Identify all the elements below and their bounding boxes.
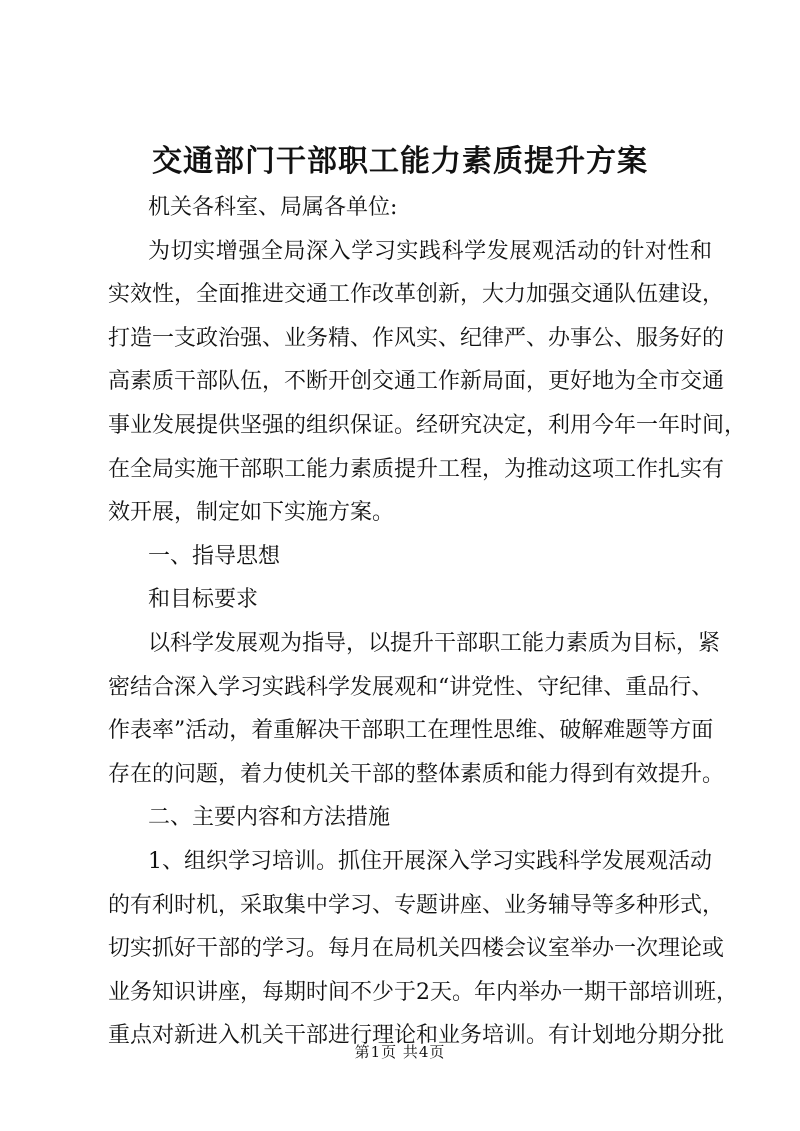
- paragraph-line: 高素质干部队伍，不断开创交通工作新局面，更好地为全市交通: [108, 369, 725, 395]
- paragraph-line: 存在的问题，着力使机关干部的整体素质和能力得到有效提升。: [108, 761, 725, 787]
- paragraph-line: 以科学发展观为指导，以提升干部职工能力素质为目标，紧: [148, 630, 721, 656]
- paragraph-line: 作表率”活动，着重解决干部职工在理性思维、破解难题等方面: [108, 718, 714, 744]
- section-heading: 和目标要求: [148, 587, 259, 613]
- paragraph-line: 的有利时机，采取集中学习、专题讲座、业务辅导等多种形式，: [108, 892, 725, 918]
- document-body: [108, 186, 747, 1058]
- paragraph-line: 密结合深入学习实践科学发展观和“讲党性、守纪律、重品行、: [108, 674, 714, 700]
- page-number-footer: 第1页 共4页: [354, 1043, 446, 1061]
- paragraph-line: 打造一支政治强、业务精、作风实、纪律严、办事公、服务好的: [108, 325, 725, 351]
- paragraph-line: 1、组织学习培训。抓住开展深入学习实践科学发展观活动: [148, 848, 712, 874]
- paragraph-line: 在全局实施干部职工能力素质提升工程，为推动这项工作扎实有: [108, 456, 725, 482]
- paragraph-line: 为切实增强全局深入学习实践科学发展观活动的针对性和: [148, 238, 712, 264]
- paragraph-line: 实效性，全面推进交通工作改革创新，大力加强交通队伍建设，: [108, 282, 725, 308]
- section-heading: 一、指导思想: [148, 543, 281, 569]
- paragraph-line: 效开展，制定如下实施方案。: [108, 500, 395, 526]
- paragraph-line: 业务知识讲座，每期时间不少于2天。年内举办一期干部培训班，: [108, 979, 738, 1005]
- paragraph-line: 重点对新进入机关干部进行理论和业务培训。有计划地分期分批: [108, 1023, 725, 1049]
- paragraph-line: 事业发展提供坚强的组织保证。经研究决定，利用今年一年时间，: [108, 412, 747, 438]
- section-heading: 二、主要内容和方法措施: [148, 805, 391, 831]
- salutation-line: 机关各科室、局属各单位:: [148, 195, 398, 220]
- document-title: 交通部门干部职工能力素质提升方案: [152, 144, 648, 179]
- paragraph-line: 切实抓好干部的学习。每月在局机关四楼会议室举办一次理论或: [108, 936, 725, 962]
